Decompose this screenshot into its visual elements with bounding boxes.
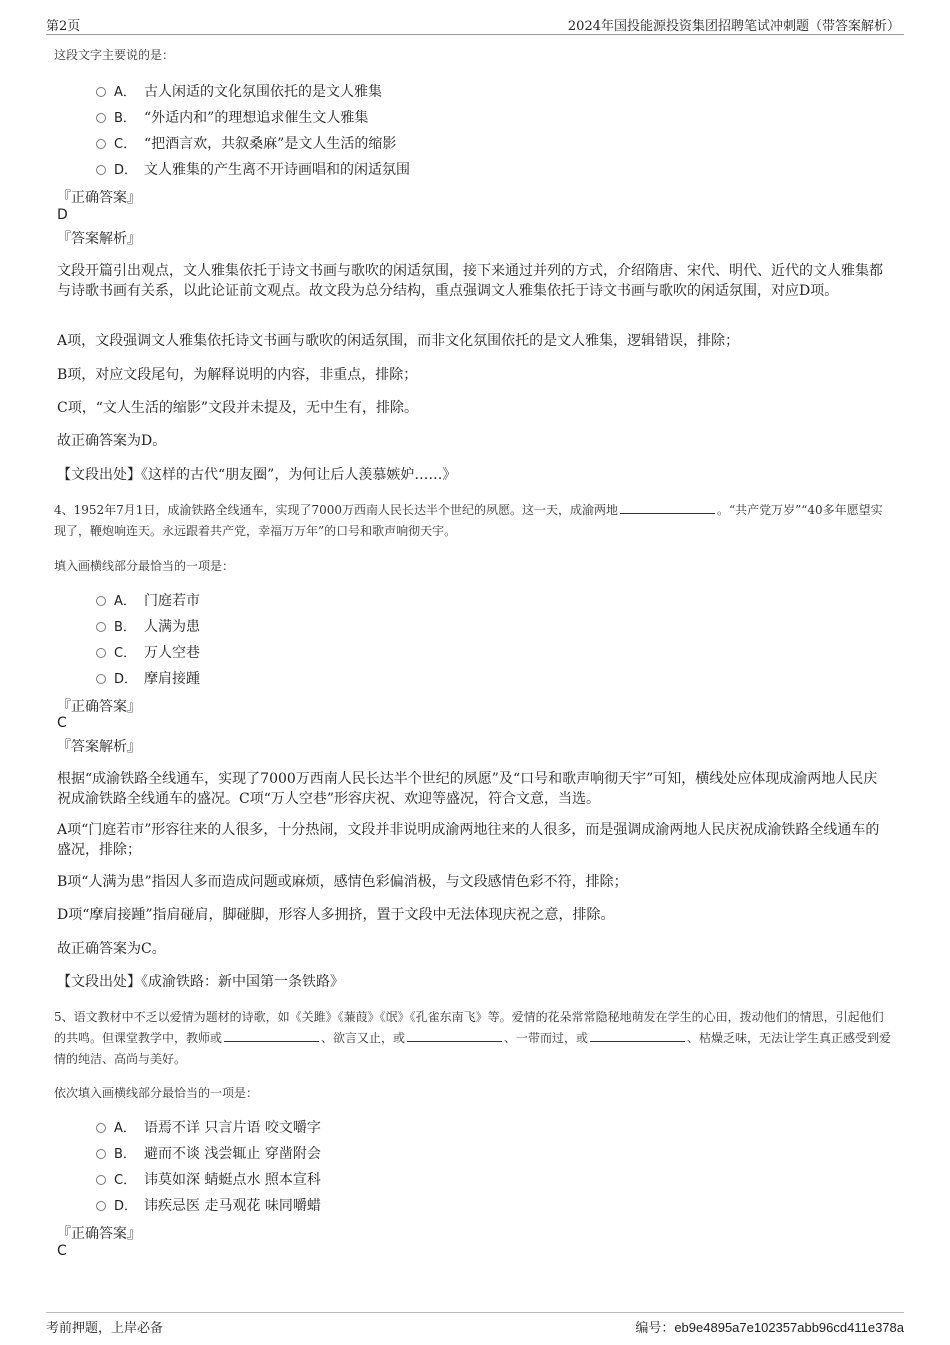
q3-source: 【文段出处】《这样的古代“朋友圈”，为何让后人羡慕嫉妒……》 xyxy=(57,467,457,483)
document-title: 2024年国投能源投资集团招聘笔试冲刺题（带答案解析） xyxy=(567,19,900,34)
q3-answer: D xyxy=(57,207,68,223)
q5-answer-label: 『正确答案』 xyxy=(57,1226,141,1242)
q4-analysis-para: 故正确答案为C。 xyxy=(57,941,166,957)
footer-slogan: 考前押题，上岸必备 xyxy=(46,1321,164,1336)
radio-icon[interactable] xyxy=(96,139,106,149)
radio-icon[interactable] xyxy=(96,1149,106,1159)
radio-icon[interactable] xyxy=(96,165,106,175)
q3-analysis-para: 文段开篇引出观点，文人雅集依托于诗文书画与歌吹的闲适氛围，接下来通过并列的方式，介绍隋唐、宋代、明代、近代的文人雅集都与诗歌书画有关系，以此论证前文观点。故文段为总分结构，重点强调文人雅集依托于诗文书画与歌吹的闲适氛围，对应D项。 xyxy=(57,263,883,299)
q3-analysis-para: C项，“文人生活的缩影”文段并未提及，无中生有，排除。 xyxy=(57,400,419,416)
fill-blank xyxy=(620,501,715,514)
page-number: 第2页 xyxy=(46,19,81,34)
radio-icon[interactable] xyxy=(96,596,106,606)
q3-prompt: 这段文字主要说的是： xyxy=(54,48,175,62)
fill-blank xyxy=(407,1029,502,1042)
q3-analysis-para: A项，文段强调文人雅集依托诗文书画与歌吹的闲适氛围，而非文化氛围依托的是文人雅集，逻辑错误，排除； xyxy=(57,333,740,349)
q4-prompt: 填入画横线部分最恰当的一项是： xyxy=(54,559,235,573)
radio-icon[interactable] xyxy=(96,648,106,658)
q5-prompt: 依次填入画横线部分最恰当的一项是： xyxy=(54,1086,259,1100)
q4-analysis-para: A项“门庭若市”形容往来的人很多，十分热闹，文段并非说明成渝两地往来的人很多，而是强调成渝两地人民庆祝成渝铁路全线通车的盛况，排除； xyxy=(57,822,880,858)
radio-icon[interactable] xyxy=(96,87,106,97)
q4-answer-label: 『正确答案』 xyxy=(57,699,141,715)
q4-analysis-label: 『答案解析』 xyxy=(57,739,141,755)
q4-analysis-para: 根据“成渝铁路全线通车，实现了7000万西南人民长达半个世纪的夙愿”及“口号和歌声响彻天宇”可知，横线处应体现成渝两地人民庆祝成渝铁路全线通车的盛况。C项“万人空巷”形容庆祝、欢迎等盛况，符合文意，当选。 xyxy=(57,771,878,807)
fill-blank xyxy=(224,1029,319,1042)
fill-blank xyxy=(590,1029,685,1042)
q3-analysis-label: 『答案解析』 xyxy=(57,231,141,247)
q5-answer: C xyxy=(57,1243,67,1259)
radio-icon[interactable] xyxy=(96,674,106,684)
q4-answer: C xyxy=(57,715,67,731)
radio-icon[interactable] xyxy=(96,1175,106,1185)
radio-icon[interactable] xyxy=(96,1123,106,1133)
q4-analysis-para: B项“人满为患”指因人多而造成问题或麻烦，感情色彩偏消极，与文段感情色彩不符，排除； xyxy=(57,874,628,890)
radio-icon[interactable] xyxy=(96,1201,106,1211)
q4-stem: 4、1952年7月1日，成渝铁路全线通车，实现了7000万西南人民长达半个世纪的夙愿。这一天，成渝两地 。“共产党万岁”“40多年愿望实现了，鞭炮响连天。永远跟着共产党，幸福万万年”的口号和歌声响彻天宇。 xyxy=(54,503,883,538)
document-serial: 编号：eb9e4895a7e102357abb96cd411e378a xyxy=(635,1320,904,1336)
q4-analysis-para: D项“摩肩接踵”指肩碰肩，脚碰脚，形容人多拥挤，置于文段中无法体现庆祝之意，排除。 xyxy=(57,907,615,923)
radio-icon[interactable] xyxy=(96,622,106,632)
q3-analysis-para: 故正确答案为D。 xyxy=(57,433,167,449)
q3-analysis-para: B项，对应文段尾句，为解释说明的内容，非重点，排除； xyxy=(57,367,418,383)
q3-answer-label: 『正确答案』 xyxy=(57,190,141,206)
q5-stem: 5、语文教材中不乏以爱情为题材的诗歌，如《关雎》《蒹葭》《氓》《孔雀东南飞》等。爱情的花朵常常隐秘地萌发在学生的心田，拨动他们的情思，引起他们的共鸣。但课堂教学中，教师或 、欲言又止，或 、一带而过，或 、枯燥乏味，无法让学生真正感受到爱情的纯洁、高尚与美好。 xyxy=(54,1010,892,1066)
q4-source: 【文段出处】《成渝铁路：新中国第一条铁路》 xyxy=(57,974,344,990)
radio-icon[interactable] xyxy=(96,113,106,123)
page-footer xyxy=(46,1312,904,1337)
page-header xyxy=(46,12,904,35)
